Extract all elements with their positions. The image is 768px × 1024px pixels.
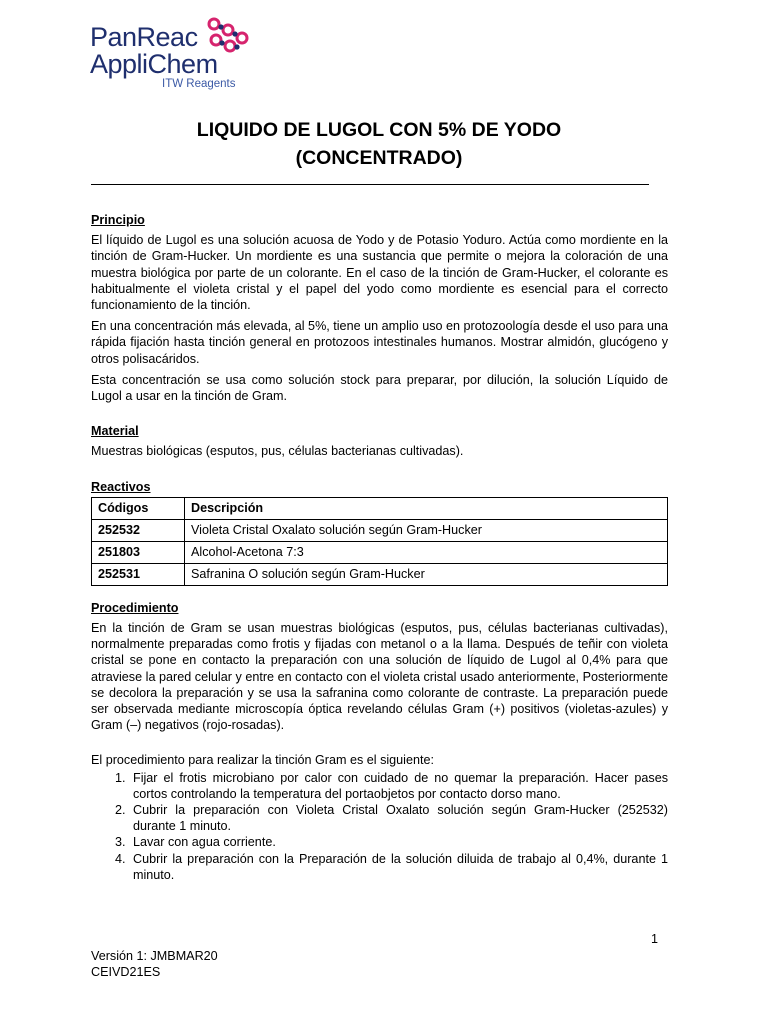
procedimiento-steps [91, 770, 668, 883]
reagent-code: 251803 [92, 541, 185, 563]
footer-version: Versión 1: JMBMAR20 [91, 949, 218, 963]
molecule-icon [204, 16, 250, 56]
page-number: 1 [651, 932, 659, 946]
list-item: 3. Lavar con agua corriente. [129, 834, 668, 850]
title-line-2: (CONCENTRADO) [295, 147, 463, 169]
reagent-description: Safranina O solución según Gram-Hucker [185, 563, 668, 585]
logo-line-2: AppliChem [90, 49, 218, 79]
footer-code: CEIVD21ES [91, 965, 161, 979]
list-item: 2. Cubrir la preparación con Violeta Cristal Oxalato solución según Gram-Hucker (252532) durante 1 minuto. [129, 802, 668, 834]
table-row [92, 541, 668, 563]
reactivos-table [91, 497, 668, 586]
procedimiento-paragraph: En la tinción de Gram se usan muestras biológicas (esputos, pus, células bacterianas cultivadas), normalmente preparadas como frotis y fijadas con metanol o a la llama. Después de teñir con violeta cristal se pone en contacto la preparación con una solución de líquido de Lugol al 0,4% para que atraviese la pared celular y entre en contacto con el violeta cristal usado anteriormente, Posteriormente se decolora la preparación y se usa la safranina como colorante de contraste. La preparación puede ser observada mediante microscopía óptica revelando células Gram (+) positivos (violetas-azules) y Gram (–) negativos (rojo-rosadas). [91, 621, 668, 733]
principio-paragraph-2: En una concentración más elevada, al 5%, tiene un amplio uso en protozoología desde el uso para una rápida fijación hasta tinción general en protozoos intestinales humanos. Mostrar almidón, glucógeno y otros polisacáridos. [91, 319, 668, 366]
principio-paragraph-3: Esta concentración se usa como solución stock para preparar, por dilución, la solución Líquido de Lugol a usar en la tinción de Gram. [91, 372, 668, 404]
brand-logo [90, 16, 250, 96]
reagent-code: 252532 [92, 519, 185, 541]
table-header-row [92, 497, 668, 519]
title-line-1: LIQUIDO DE LUGOL CON 5% DE YODO [196, 119, 562, 141]
section-heading-principio: Principio [91, 213, 145, 227]
logo-line-1: PanReac [90, 22, 198, 52]
reagent-description: Alcohol-Acetona 7:3 [185, 541, 668, 563]
section-heading-material: Material [91, 424, 139, 439]
list-item: 1. Fijar el frotis microbiano por calor con cuidado de no quemar la preparación. Hacer pases cortos controlando la temperatura del portaobjetos por contacto dorso mano. [129, 770, 668, 802]
material-text: Muestras biológicas (esputos, pus, células bacterianas cultivadas). [91, 444, 464, 459]
section-heading-procedimiento: Procedimiento [91, 600, 179, 615]
column-header-descripcion: Descripción [185, 497, 668, 519]
logo-subtitle: ITW Reagents [162, 78, 236, 90]
document-body [91, 212, 668, 883]
principio-paragraph-1: El líquido de Lugol es una solución acuosa de Yodo y de Potasio Yoduro. Actúa como mordiente en la tinción de Gram-Hucker. Un mordiente es una sustancia que permite o mejora la coloración de una muestra biológica por parte de un colorante. En el caso de la tinción de Gram-Hucker, el colorante es habitualmente el violeta cristal y el papel del yodo como mordiente es esencial para el correcto funcionamiento de la tinción. [91, 233, 668, 313]
page-footer [91, 948, 218, 980]
title-divider [91, 184, 649, 185]
document-title [90, 116, 668, 172]
table-row [92, 519, 668, 541]
column-header-codigos: Códigos [92, 497, 185, 519]
table-row [92, 563, 668, 585]
list-item: 4. Cubrir la preparación con la Preparación de la solución diluida de trabajo al 0,4%, durante 1 minuto. [129, 851, 668, 883]
reagent-description: Violeta Cristal Oxalato solución según Gram-Hucker [185, 519, 668, 541]
procedimiento-intro: El procedimiento para realizar la tinción Gram es el siguiente: [91, 753, 434, 768]
reagent-code: 252531 [92, 563, 185, 585]
section-heading-reactivos: Reactivos [91, 479, 151, 494]
